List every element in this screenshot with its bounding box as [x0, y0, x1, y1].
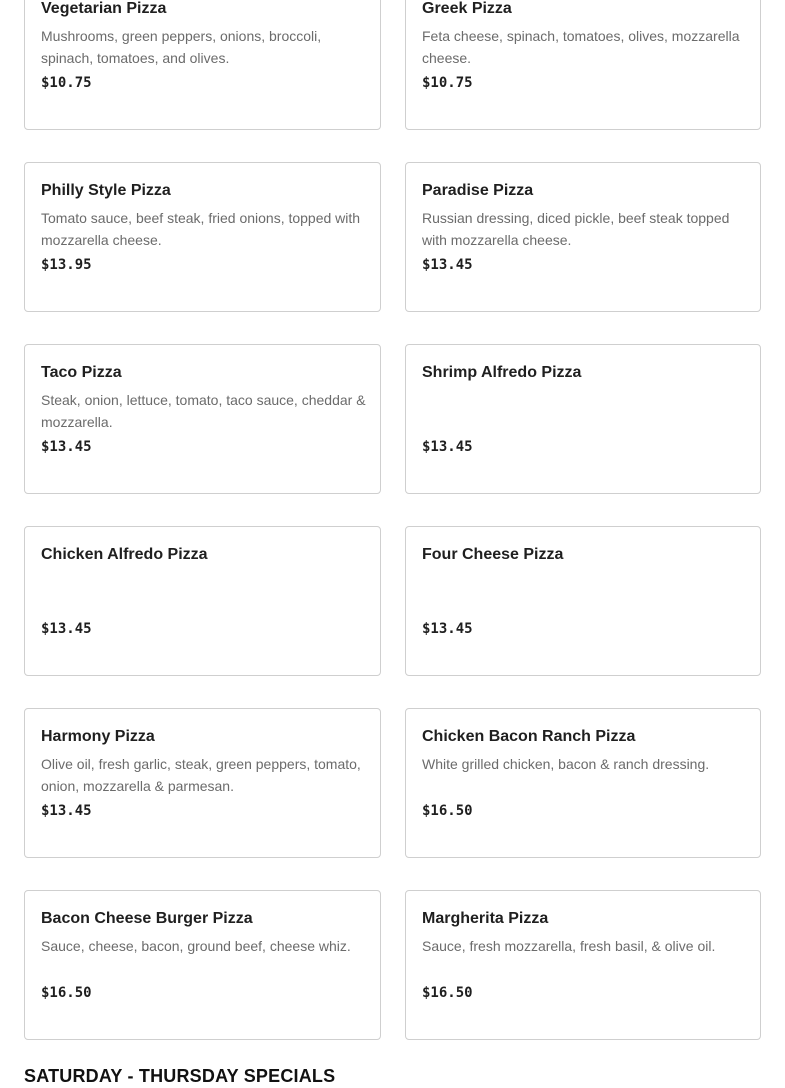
menu-item-name: Philly Style Pizza [41, 182, 171, 199]
menu-item-card[interactable] [405, 890, 761, 1040]
menu-item-card[interactable] [24, 526, 381, 676]
menu-item-description: Olive oil, fresh garlic, steak, green peppers, tomato, onion, mozzarella & parmesan. [41, 756, 361, 794]
menu-item-card[interactable] [24, 344, 381, 494]
menu-item-price: $13.45 [41, 439, 92, 455]
menu-item-name: Shrimp Alfredo Pizza [422, 364, 582, 381]
menu-item-price: $16.50 [422, 985, 473, 1001]
menu-item-description: Steak, onion, lettuce, tomato, taco sauce, cheddar & mozzarella. [41, 392, 366, 430]
menu-item-price: $13.45 [422, 439, 473, 455]
menu-item-name: Harmony Pizza [41, 728, 155, 745]
menu-item-price: $13.45 [422, 257, 473, 273]
menu-item-description: Sauce, cheese, bacon, ground beef, cheese whiz. [41, 938, 351, 954]
menu-item-name: Paradise Pizza [422, 182, 534, 199]
menu-item-card[interactable] [405, 162, 761, 312]
menu-item-description: Mushrooms, green peppers, onions, broccoli, spinach, tomatoes, and olives. [41, 28, 322, 66]
menu-item-card[interactable] [405, 708, 761, 858]
menu-item-description: Sauce, fresh mozzarella, fresh basil, & olive oil. [422, 938, 716, 954]
menu-item-price: $13.95 [41, 257, 92, 273]
menu-item-description: White grilled chicken, bacon & ranch dressing. [422, 756, 710, 772]
menu-item-price: $13.45 [422, 621, 473, 637]
menu-item-name: Chicken Bacon Ranch Pizza [422, 728, 636, 745]
menu-item-name: Vegetarian Pizza [41, 0, 167, 17]
menu-item-card[interactable] [24, 890, 381, 1040]
section-heading-specials: SATURDAY - THURSDAY SPECIALS [24, 1066, 336, 1086]
menu-item-name: Taco Pizza [41, 364, 122, 381]
menu-item-name: Four Cheese Pizza [422, 546, 564, 563]
menu-item-description: Feta cheese, spinach, tomatoes, olives, mozzarella cheese. [422, 28, 740, 66]
menu-item-price: $10.75 [422, 75, 473, 91]
menu-item-price: $16.50 [41, 985, 92, 1001]
menu-item-card[interactable] [24, 0, 381, 130]
menu-item-card[interactable] [405, 344, 761, 494]
menu-item-description: Tomato sauce, beef steak, fried onions, topped with mozzarella cheese. [41, 210, 361, 248]
menu-item-card[interactable] [405, 526, 761, 676]
menu-item-card[interactable] [24, 708, 381, 858]
menu-item-card[interactable] [405, 0, 761, 130]
menu-item-name: Chicken Alfredo Pizza [41, 546, 208, 563]
menu-item-card[interactable] [24, 162, 381, 312]
menu-item-price: $16.50 [422, 803, 473, 819]
menu-item-price: $10.75 [41, 75, 92, 91]
menu-item-name: Margherita Pizza [422, 910, 549, 927]
menu-item-price: $13.45 [41, 621, 92, 637]
menu-item-name: Bacon Cheese Burger Pizza [41, 910, 253, 927]
menu-item-name: Greek Pizza [422, 0, 512, 17]
menu-item-description: Russian dressing, diced pickle, beef steak topped with mozzarella cheese. [422, 210, 730, 248]
menu-items-grid [24, 0, 761, 1040]
menu-item-price: $13.45 [41, 803, 92, 819]
